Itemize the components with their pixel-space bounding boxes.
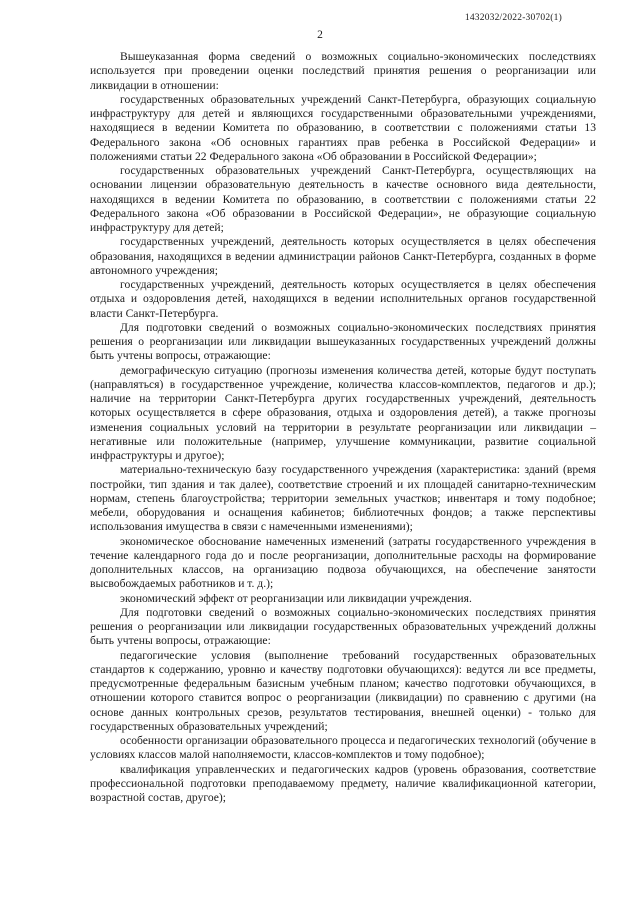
- paragraph: материально-техническую базу государственного учреждения (характеристика: зданий (время постройки, тип здания и так далее), соответствие строений и их площадей санитарно-техническим нормам, степень благоустройства; территории земельных участков; инвентаря и тому подобное; мебели, оборудования и оснащения кабинетов; библиотечных фондов; а также перспективы использования имущества в связи с намеченными изменениями);: [90, 463, 596, 534]
- paragraph: особенности организации образовательного процесса и педагогических технологий (обучение в условиях классов малой наполняемости, классов-комплектов и тому подобное);: [90, 734, 596, 762]
- paragraph: квалификация управленческих и педагогических кадров (уровень образования, соответствие профессиональной подготовки преподаваемому предмету, наличие квалификационной категории, возрастной состав, другое);: [90, 762, 596, 804]
- paragraph: государственных образовательных учреждений Санкт-Петербурга, образующих социальную инфраструктуру для детей и являющихся государственными образовательными учреждениями, находящиеся в ведении Комитета по образованию, в соответствии с положениями статьи 13 Федерального закона «Об основных гарантиях прав ребенка в Российской Федерации» и положениями статьи 22 Федерального закона «Об образовании в Российской Федерации»;: [90, 92, 596, 163]
- paragraph: государственных учреждений, деятельность которых осуществляется в целях обеспечения образования, находящихся в ведении администрации районов Санкт-Петербурга, созданных в форме автономного учреждения;: [90, 235, 596, 277]
- paragraph: Для подготовки сведений о возможных социально-экономических последствиях принятия решения о реорганизации или ликвидации государственных образовательных учреждений должны быть учтены вопросы, отражающие:: [90, 605, 596, 648]
- document-body: [90, 50, 596, 805]
- paragraph: экономическое обоснование намеченных изменений (затраты государственного учреждения в течение календарного года до и после реорганизации, дополнительные расходы на формирование дополнительных классов, на организацию подвоза обучающихся, на обеспечение занятости высвобождаемых работников и т. д.);: [90, 534, 596, 591]
- paragraph: государственных учреждений, деятельность которых осуществляется в целях обеспечения отдыха и оздоровления детей, находящихся в ведении исполнительных органов государственной власти Санкт-Петербурга.: [90, 278, 596, 320]
- document-number: 1432032/2022-30702(1): [464, 13, 562, 23]
- page-number: 2: [317, 29, 323, 41]
- paragraph: Для подготовки сведений о возможных социально-экономических последствиях принятия решения о реорганизации или ликвидации вышеуказанных государственных учреждений должны быть учтены вопросы, отражающие:: [90, 320, 596, 363]
- paragraph: государственных образовательных учреждений Санкт-Петербурга, осуществляющих на основании лицензии образовательную деятельность в качестве основного вида деятельности, находящихся в ведении Комитета по образованию, в соответствии с положениями статьи 22 Федерального закона «Об образовании в Российской Федерации», не образующие социальную инфраструктуру для детей;: [90, 164, 596, 234]
- paragraph: Вышеуказанная форма сведений о возможных социально-экономических последствиях используется при проведении оценки последствий принятия решения о реорганизации или ликвидации в отношении:: [90, 50, 596, 92]
- paragraph: педагогические условия (выполнение требований государственных образовательных стандартов к содержанию, уровню и качеству подготовки обучающихся): ведутся ли все предметы, предусмотренные федеральным базисным учебным планом; качество подготовки обучающихся, в отношении которого ставится вопрос о реорганизации (ликвидации) по сравнению с другими (на основе данных контрольных срезов, результатов тестирования, внешней оценки) - только для государственных образовательных учреждений;: [90, 648, 596, 733]
- paragraph: демографическую ситуацию (прогнозы изменения количества детей, которые будут поступать (направляться) в государственное учреждение, количества классов-комплектов, педагогов и др.); наличие на территории Санкт-Петербурга других государственных учреждений, деятельность которых осуществляется в сфере образования, отдыха и оздоровления детей), а также прогнозы изменения социальных условий на территории в результате реорганизации или ликвидации – негативные или положительные (например, улучшение коммуникации, развитие социальной инфраструктуры и другое);: [90, 363, 596, 462]
- paragraph: экономический эффект от реорганизации или ликвидации учреждения.: [120, 591, 472, 605]
